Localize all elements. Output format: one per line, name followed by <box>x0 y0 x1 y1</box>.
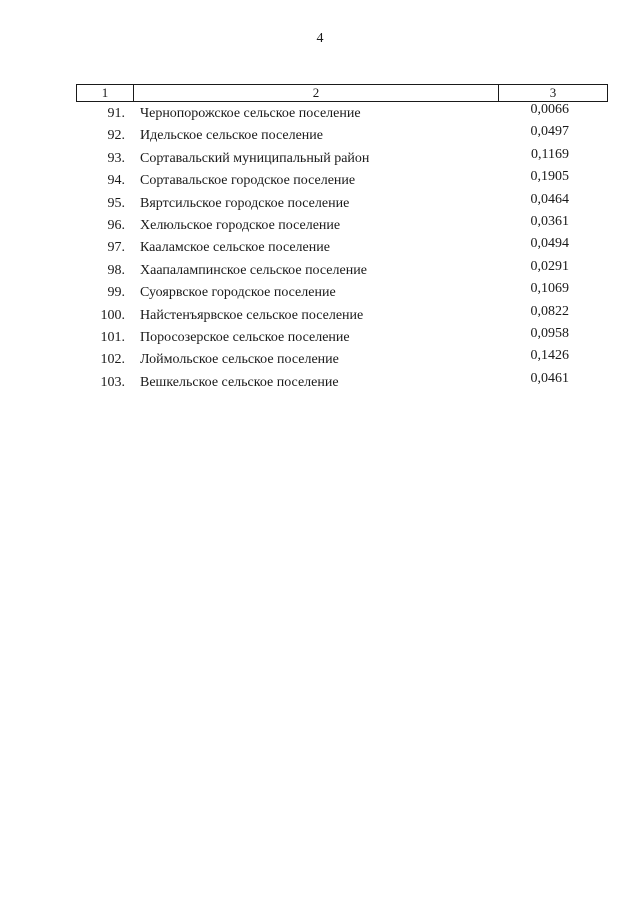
municipality-name: Вяртсильское городское поселение <box>140 195 350 211</box>
coefficient-value: 0,1905 <box>530 169 569 185</box>
table-row <box>76 259 608 281</box>
allocation-table <box>76 84 608 393</box>
table-body <box>76 102 608 393</box>
municipality-name: Идельское сельское поселение <box>140 128 324 144</box>
coefficient-value: 0,0066 <box>530 102 569 117</box>
column-header-1: 1 <box>77 85 134 101</box>
coefficient-value: 0,0822 <box>530 303 569 319</box>
coefficient-value: 0,1169 <box>531 146 569 162</box>
table-row <box>76 326 608 348</box>
row-number: 93. <box>107 150 125 166</box>
coefficient-value: 0,0361 <box>530 213 569 229</box>
coefficient-value: 0,0958 <box>530 325 569 341</box>
municipality-name: Сортавальское городское поселение <box>140 173 356 189</box>
municipality-name: Хаапалампинское сельское поселение <box>140 262 367 278</box>
row-number: 102. <box>100 352 125 368</box>
row-number: 100. <box>100 307 125 323</box>
row-number: 95. <box>107 195 125 211</box>
table-row <box>76 281 608 303</box>
row-number: 97. <box>107 240 125 256</box>
table-row <box>76 371 608 393</box>
column-header-3: 3 <box>549 85 557 100</box>
table-row <box>76 124 608 146</box>
column-header-2: 2 <box>134 85 499 101</box>
row-number: 91. <box>107 106 125 121</box>
coefficient-value: 0,1426 <box>530 348 569 364</box>
coefficient-value: 0,0497 <box>530 124 569 140</box>
table-row <box>76 304 608 326</box>
municipality-name: Поросозерское сельское поселение <box>140 329 350 345</box>
municipality-name: Найстенъярвское сельское поселение <box>140 307 364 323</box>
table-row <box>76 147 608 169</box>
coefficient-value: 0,0494 <box>530 236 569 252</box>
coefficient-value: 0,0291 <box>530 258 569 274</box>
page-number: 4 <box>316 31 324 46</box>
coefficient-value: 0,1069 <box>530 281 569 297</box>
row-number: 99. <box>107 285 125 301</box>
row-number: 92. <box>107 128 125 144</box>
row-number: 103. <box>100 374 125 390</box>
table-row <box>76 102 608 124</box>
municipality-name: Чернопорожское сельское поселение <box>140 106 361 121</box>
row-number: 96. <box>107 217 125 233</box>
table-row <box>76 169 608 191</box>
coefficient-value: 0,0461 <box>530 370 569 386</box>
table-row <box>76 192 608 214</box>
coefficient-value: 0,0464 <box>530 191 569 207</box>
table-row <box>76 214 608 236</box>
table-header-row <box>76 84 608 102</box>
table-row <box>76 236 608 258</box>
municipality-name: Хелюльское городское поселение <box>140 217 341 233</box>
row-number: 101. <box>100 329 125 345</box>
municipality-name: Сортавальский муниципальный район <box>140 150 370 166</box>
municipality-name: Лоймольское сельское поселение <box>140 352 339 368</box>
row-number: 98. <box>107 262 125 278</box>
municipality-name: Кааламское сельское поселение <box>140 240 330 256</box>
table-row <box>76 348 608 370</box>
municipality-name: Вешкельское сельское поселение <box>140 374 339 390</box>
row-number: 94. <box>107 173 125 189</box>
municipality-name: Суоярвское городское поселение <box>140 285 336 301</box>
